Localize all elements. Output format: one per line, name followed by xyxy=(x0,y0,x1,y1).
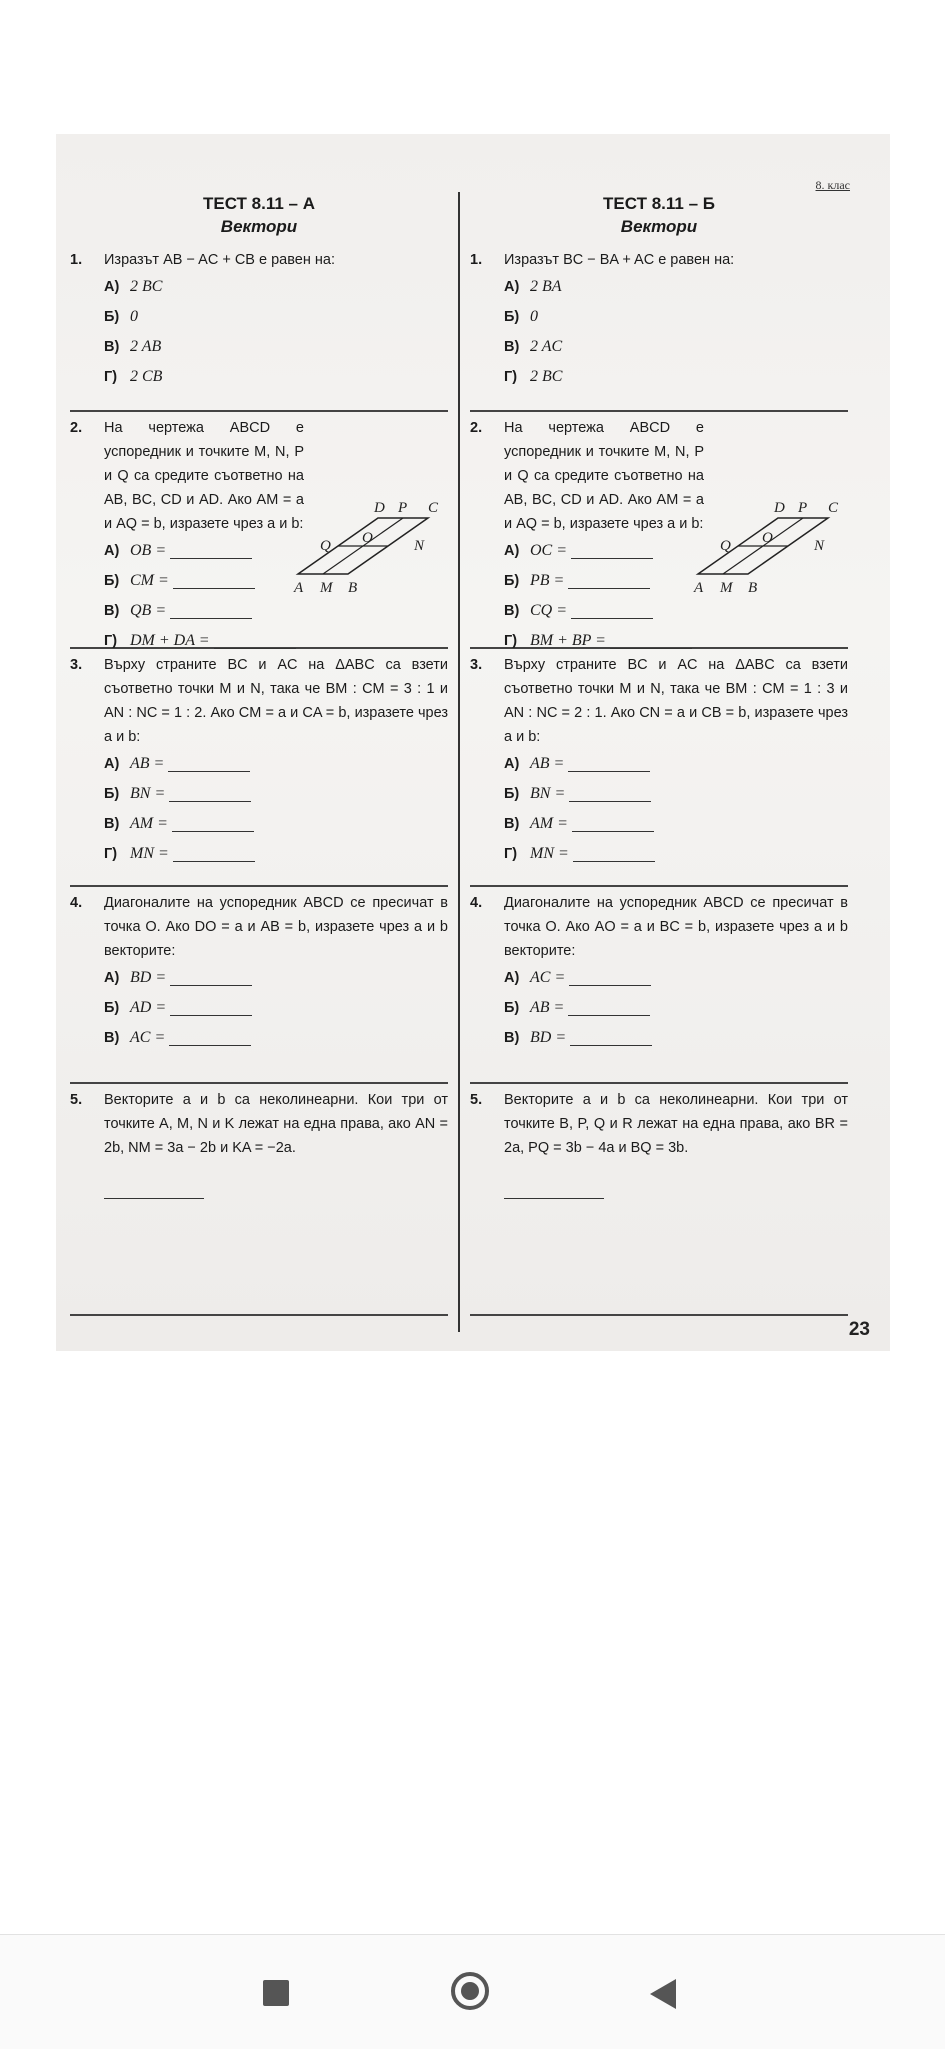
answer-blank[interactable] xyxy=(169,787,251,802)
answer-blank[interactable] xyxy=(568,1001,650,1016)
test-b-subtitle: Вектори xyxy=(620,217,698,236)
test-b-column xyxy=(470,192,848,1316)
question-number: 5. xyxy=(470,1092,483,1108)
answer-label: Б) xyxy=(504,1000,520,1016)
answer-label: А) xyxy=(504,756,520,772)
answer-option xyxy=(504,332,848,362)
answer-value: AC = xyxy=(130,1029,166,1046)
question-4 xyxy=(470,887,848,1084)
question-stem: Върху страните BC и AC на ΔABC са взети съответно точки M и N, така че BM : CM = 1 : 3 и AN : NC = 2 : 1. Ако CN = a и CB = b, изразете чрез a и b: xyxy=(504,657,848,745)
test-b-header xyxy=(470,192,848,238)
label-b: B xyxy=(748,580,758,596)
answer-label: А) xyxy=(504,279,520,295)
label-q: Q xyxy=(720,538,731,554)
answer-option xyxy=(104,993,448,1023)
column-divider xyxy=(458,192,460,1332)
answer-label: В) xyxy=(104,339,120,355)
answer-blank[interactable] xyxy=(568,757,650,772)
answer-value: CM = xyxy=(130,572,169,589)
question-3 xyxy=(70,649,448,887)
answer-option xyxy=(104,779,448,809)
answer-option xyxy=(504,963,848,993)
answer-label: В) xyxy=(104,603,120,619)
label-m: M xyxy=(320,580,333,596)
answer-blank[interactable] xyxy=(504,1190,604,1199)
answer-label: А) xyxy=(104,279,120,295)
answer-blank[interactable] xyxy=(173,847,255,862)
label-b: B xyxy=(348,580,358,596)
question-number: 5. xyxy=(70,1092,83,1108)
home-circle-icon[interactable] xyxy=(451,1972,489,2010)
answer-label: Б) xyxy=(104,786,120,802)
question-number: 4. xyxy=(470,895,483,911)
answer-blank[interactable] xyxy=(570,1031,652,1046)
answer-option xyxy=(104,963,448,993)
answer-value: 2 CB xyxy=(130,368,163,385)
answer-blank[interactable] xyxy=(170,604,252,619)
answer-label: А) xyxy=(504,543,520,559)
answer-value: MN = xyxy=(130,845,169,862)
question-stem: На чертежа ABCD е успоредник и точките M, N, P и Q са средите съответно на AB, BC, CD и AD. Ако AM = a и AQ = b, изразете чрез a и b: xyxy=(104,420,304,532)
answer-option xyxy=(104,302,448,332)
question-5 xyxy=(70,1084,448,1316)
answer-option xyxy=(504,779,848,809)
test-a-subtitle: Вектори xyxy=(220,217,298,236)
test-a-column xyxy=(70,192,448,1316)
answer-label: В) xyxy=(504,816,520,832)
answer-option xyxy=(504,839,848,869)
parallelogram-figure xyxy=(678,496,848,596)
answer-blank[interactable] xyxy=(168,757,250,772)
answer-blank[interactable] xyxy=(571,544,653,559)
answer-blank[interactable] xyxy=(568,574,650,589)
answer-blank[interactable] xyxy=(573,847,655,862)
question-number: 4. xyxy=(70,895,83,911)
answer-label: Г) xyxy=(104,846,118,862)
answer-label: Г) xyxy=(504,633,518,649)
answer-blank[interactable] xyxy=(569,787,651,802)
answer-value: OB = xyxy=(130,542,167,559)
question-stem: Диагоналите на успоредник ABCD се пресичат в точка O. Ако DO = a и AB = b, изразете чрез a и b векторите: xyxy=(104,895,448,959)
question-stem: Изразът AB − AC + CB е равен на: xyxy=(104,252,335,268)
answer-blank[interactable] xyxy=(571,604,653,619)
test-a-title: ТЕСТ 8.11 – А xyxy=(202,194,315,213)
answer-blank[interactable] xyxy=(170,971,252,986)
answer-blank[interactable] xyxy=(169,1031,251,1046)
answer-blank[interactable] xyxy=(170,544,252,559)
answer-value: OC = xyxy=(530,542,568,559)
parallelogram-figure xyxy=(278,496,448,596)
answer-value: AM = xyxy=(130,815,168,832)
answer-blank[interactable] xyxy=(214,634,296,649)
answer-value: 2 AB xyxy=(130,338,162,355)
label-a: A xyxy=(294,580,304,596)
answer-label: Б) xyxy=(504,573,520,589)
answer-label: В) xyxy=(104,816,120,832)
label-o: O xyxy=(362,530,373,546)
label-p: P xyxy=(398,500,408,516)
answer-option xyxy=(504,596,848,626)
answer-option xyxy=(104,272,448,302)
question-number: 3. xyxy=(70,657,83,673)
answer-value: 2 BC xyxy=(130,278,163,295)
question-stem: Векторите a и b са неколинеарни. Кои три от точките B, P, Q и R лежат на една права, ако BR = 2a, PQ = 3b − 4a и BQ = 3b. xyxy=(504,1092,848,1156)
question-2 xyxy=(470,412,848,649)
question-number: 1. xyxy=(470,252,483,268)
answer-option xyxy=(504,302,848,332)
answer-option xyxy=(504,809,848,839)
answer-blank[interactable] xyxy=(170,1001,252,1016)
answer-blank[interactable] xyxy=(572,817,654,832)
question-stem: Диагоналите на успоредник ABCD се пресичат в точка O. Ако AO = a и BC = b, изразете чрез a и b векторите: xyxy=(504,895,848,959)
page-number: 23 xyxy=(848,1319,870,1340)
label-d: D xyxy=(774,500,785,516)
question-2 xyxy=(70,412,448,649)
answer-value: AB = xyxy=(130,755,165,772)
label-n: N xyxy=(814,538,825,554)
answer-label: Г) xyxy=(504,369,518,385)
answer-value: 2 BC xyxy=(530,368,563,385)
answer-label: В) xyxy=(504,1030,520,1046)
label-d: D xyxy=(374,500,385,516)
answer-label: Г) xyxy=(104,633,118,649)
question-5 xyxy=(470,1084,848,1316)
answer-value: BD = xyxy=(530,1029,567,1046)
answer-value: BD = xyxy=(130,969,167,986)
answer-option xyxy=(104,332,448,362)
question-stem: Изразът BC − BA + AC е равен на: xyxy=(504,252,735,268)
answer-option xyxy=(504,272,848,302)
answer-value: MN = xyxy=(530,845,569,862)
answer-label: Г) xyxy=(104,369,118,385)
question-1 xyxy=(470,244,848,412)
back-triangle-icon[interactable] xyxy=(650,1979,676,2009)
answer-blank[interactable] xyxy=(104,1190,204,1199)
recents-square-icon[interactable] xyxy=(263,1980,289,2006)
question-1 xyxy=(70,244,448,412)
answer-value: 0 xyxy=(130,308,138,325)
answer-value: BN = xyxy=(530,785,566,802)
answer-value: BN = xyxy=(130,785,166,802)
answer-option xyxy=(104,749,448,779)
answer-label: А) xyxy=(104,543,120,559)
answer-blank[interactable] xyxy=(173,574,255,589)
label-c: C xyxy=(828,500,839,516)
answer-label: В) xyxy=(504,339,520,355)
answer-label: А) xyxy=(104,970,120,986)
answer-option xyxy=(504,749,848,779)
answer-label: А) xyxy=(104,756,120,772)
answer-label: В) xyxy=(104,1030,120,1046)
answer-blank[interactable] xyxy=(569,971,651,986)
question-3 xyxy=(470,649,848,887)
label-p: P xyxy=(798,500,808,516)
answer-option xyxy=(104,1023,448,1053)
answer-option xyxy=(104,839,448,869)
answer-option xyxy=(104,809,448,839)
question-number: 3. xyxy=(470,657,483,673)
answer-value: QB = xyxy=(130,602,167,619)
answer-option xyxy=(504,362,848,392)
answer-value: AD = xyxy=(130,999,167,1016)
question-4 xyxy=(70,887,448,1084)
label-a: A xyxy=(694,580,704,596)
answer-value: AB = xyxy=(530,755,565,772)
answer-label: Б) xyxy=(504,786,520,802)
label-q: Q xyxy=(320,538,331,554)
answer-value: CQ = xyxy=(530,602,568,619)
label-m: M xyxy=(720,580,733,596)
worksheet-photo xyxy=(56,134,890,1351)
answer-value: 2 BA xyxy=(530,278,562,295)
answer-value: BM + BP = xyxy=(530,632,606,649)
label-c: C xyxy=(428,500,439,516)
answer-value: AB = xyxy=(530,999,565,1016)
question-number: 1. xyxy=(70,252,83,268)
answer-option xyxy=(104,596,448,626)
answer-option xyxy=(504,993,848,1023)
label-o: O xyxy=(762,530,773,546)
answer-blank[interactable] xyxy=(610,634,692,649)
answer-label: Б) xyxy=(504,309,520,325)
answer-value: PB = xyxy=(530,572,565,589)
answer-blank[interactable] xyxy=(172,817,254,832)
question-number: 2. xyxy=(470,420,483,436)
grade-label: 8. клас xyxy=(815,178,850,192)
label-n: N xyxy=(414,538,425,554)
answer-value: DM + DA = xyxy=(130,632,210,649)
test-b-title: ТЕСТ 8.11 – Б xyxy=(603,194,715,213)
test-a-header xyxy=(70,192,448,238)
question-stem: Векторите a и b са неколинеарни. Кои три от точките A, M, N и K лежат на една права, ако AN = 2b, NM = 3a − 2b и KA = −2a. xyxy=(104,1092,448,1156)
answer-label: Г) xyxy=(504,846,518,862)
answer-label: Б) xyxy=(104,1000,120,1016)
answer-option xyxy=(104,362,448,392)
answer-label: А) xyxy=(504,970,520,986)
question-stem: На чертежа ABCD е успоредник и точките M, N, P и Q са средите съответно на AB, BC, CD и AD. Ако AM = a и AQ = b, изразете чрез a и b: xyxy=(504,420,704,532)
answer-value: 0 xyxy=(530,308,538,325)
answer-option xyxy=(504,1023,848,1053)
question-number: 2. xyxy=(70,420,83,436)
answer-value: AC = xyxy=(530,969,566,986)
answer-value: AM = xyxy=(530,815,568,832)
answer-label: Б) xyxy=(104,309,120,325)
answer-label: В) xyxy=(504,603,520,619)
question-stem: Върху страните BC и AC на ΔABC са взети съответно точки M и N, така че BM : CM = 3 : 1 и AN : NC = 1 : 2. Ако CM = a и CA = b, изразете чрез a и b: xyxy=(104,657,448,745)
answer-label: Б) xyxy=(104,573,120,589)
answer-value: 2 AC xyxy=(530,338,563,355)
android-navigation-bar xyxy=(0,1934,945,2049)
